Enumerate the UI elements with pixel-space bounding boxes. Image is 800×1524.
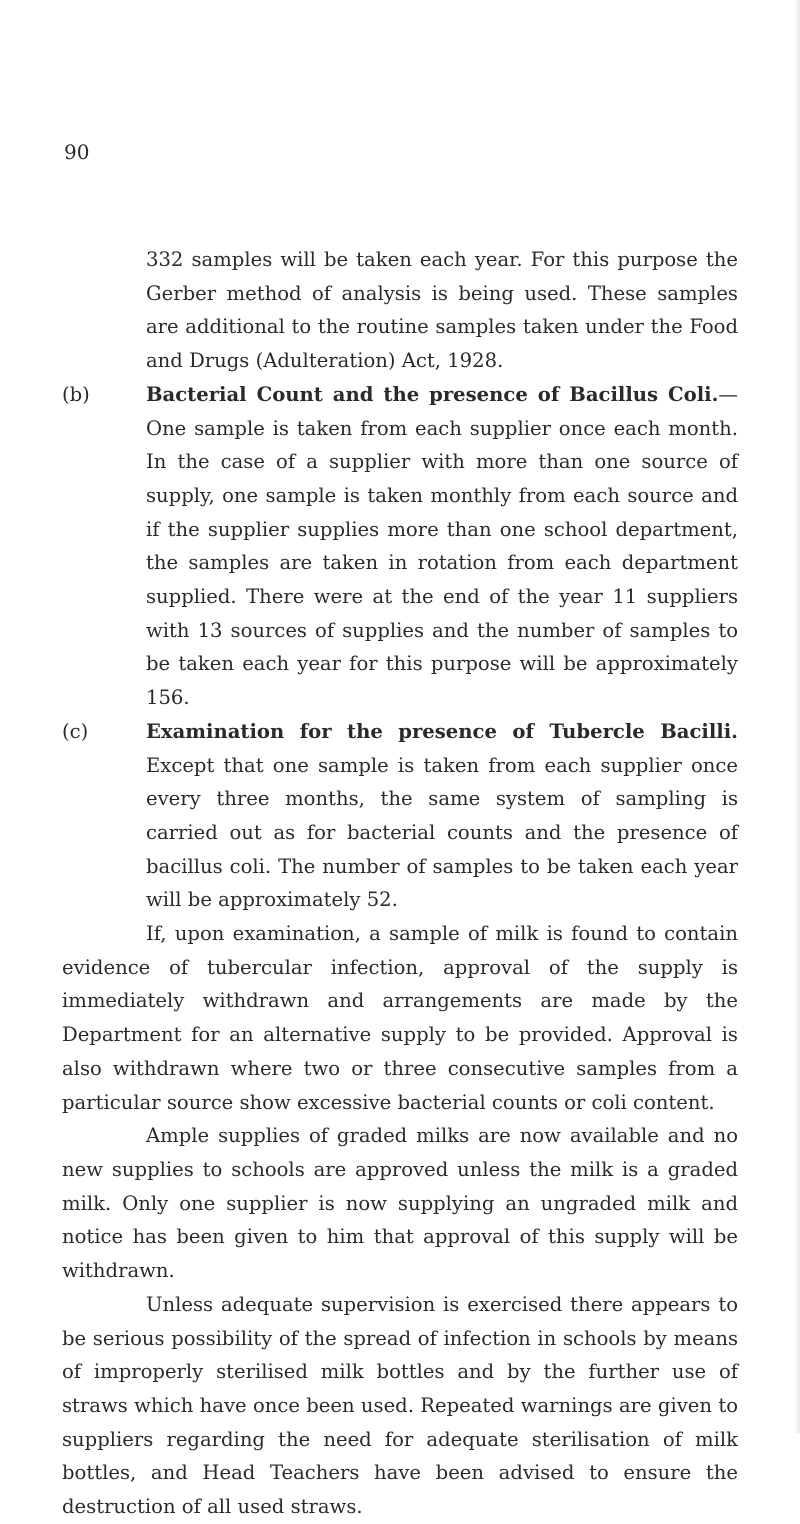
item-a-continuation: 332 samples will be taken each year. For this purpose the Gerber method of analysis is being used. These samples are additional to the routine samples taken under the Food and Drugs (Adulteration) Act, 1928. bbox=[146, 248, 738, 373]
item-b bbox=[62, 378, 738, 715]
item-b-text: —One sample is taken from each supplier once each month. In the case of a supplier with more than one source of supply, one sample is taken monthly from each source and if the supplier supplies more than one school department, the samples are taken in rotation from each department supplied. There were at the end of the year 11 suppliers with 13 sources of supplies and the number of samples to be taken each year for this purpose will be approximately 156. bbox=[146, 382, 738, 710]
item-b-label: (b) bbox=[62, 382, 90, 406]
item-c-text: Except that one sample is taken from each supplier once every three months, the same system of sampling is carried out as for bacterial counts and the presence of bacillus coli. The number of samples to be taken each year will be approximately 52. bbox=[146, 753, 738, 912]
document-body bbox=[62, 243, 738, 1524]
item-c bbox=[62, 715, 738, 917]
item-c-heading: Examination for the presence of Tubercle Bacilli. bbox=[146, 719, 738, 743]
paragraph-tubercular-infection: If, upon examination, a sample of milk is found to contain evidence of tubercular infection, approval of the supply is immediately withdrawn and arrangements are made by the Department for an alternative supply to be provided. Approval is also withdrawn where two or three consecutive samples from a particular source show excessive bacterial counts or coli content. bbox=[62, 922, 738, 1114]
item-c-label: (c) bbox=[62, 719, 89, 743]
paragraph-supervision: Unless adequate supervision is exercised there appears to be serious possibility of the spread of infection in schools by means of improperly sterilised milk bottles and by the further use of straws which have once been used. Repeated warnings are given to suppliers regarding the need for adequate sterilisation of milk bottles, and Head Teachers have been advised to ensure the destruction of all used straws. bbox=[62, 1292, 738, 1519]
page-edge-shadow bbox=[794, 0, 800, 1433]
page-number: 90 bbox=[64, 140, 90, 164]
paragraph-graded-milks: Ample supplies of graded milks are now available and no new supplies to schools are approved unless the milk is a graded milk. Only one supplier is now supplying an ungraded milk and notice has been given to him that approval of this supply will be withdrawn. bbox=[62, 1124, 738, 1283]
item-b-heading: Bacterial Count and the presence of Bacillus Coli. bbox=[146, 382, 719, 406]
